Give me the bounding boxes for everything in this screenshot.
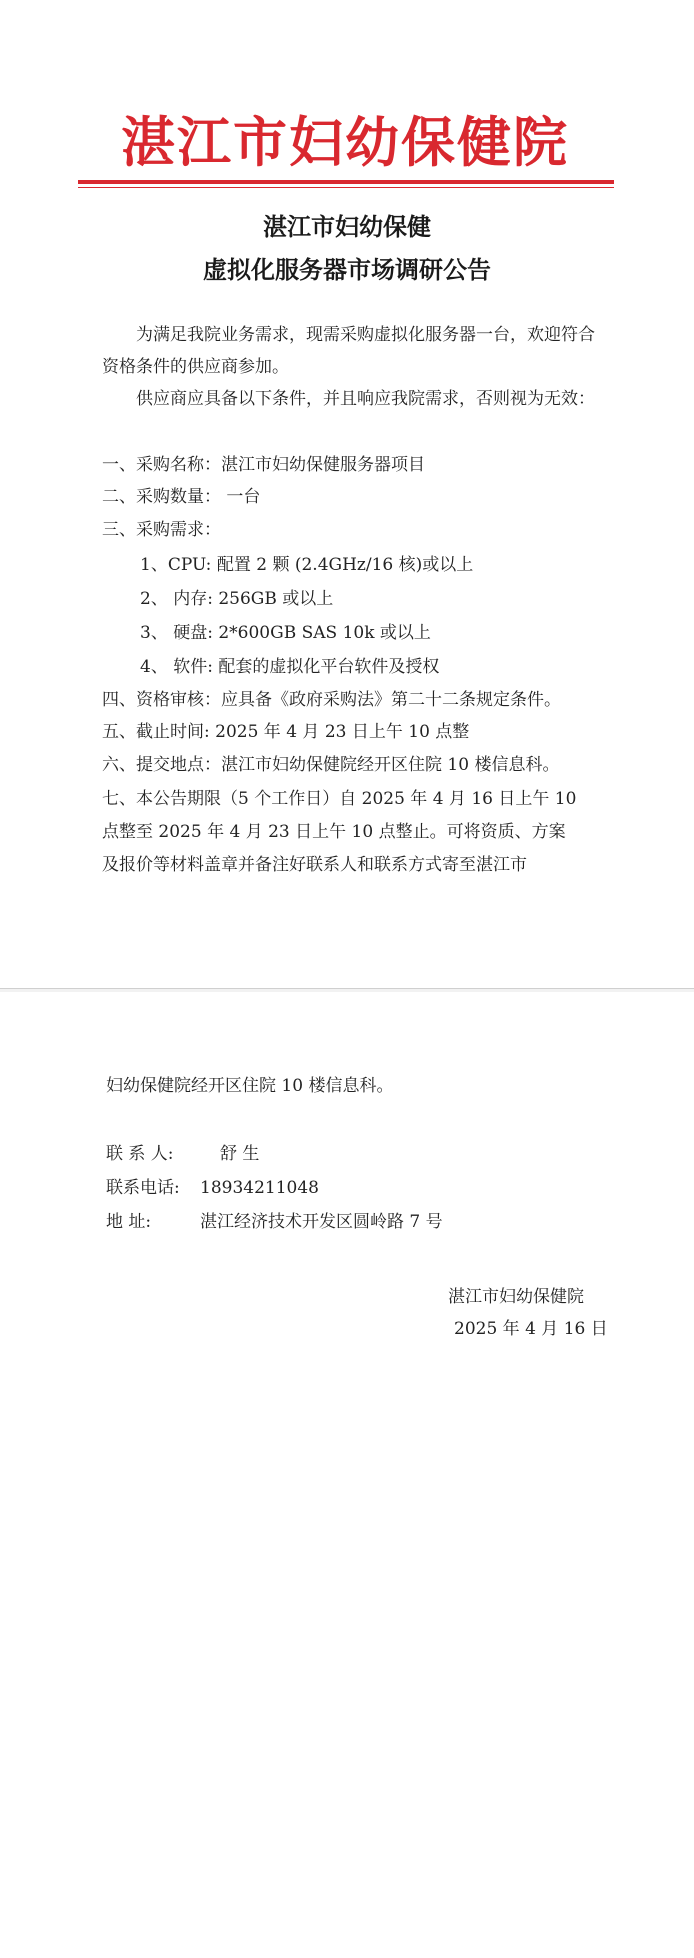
notice-title-line-2: 虚拟化服务器市场调研公告 — [203, 256, 491, 284]
item-notice-period-line-3: 及报价等材料盖章并备注好联系人和联系方式寄至湛江市 — [102, 855, 527, 875]
item-procurement-quantity: 二、采购数量： 一台 — [102, 487, 261, 507]
item-deadline: 五、截止时间: 2025 年 4 月 23 日上午 10 点整 — [102, 722, 470, 742]
continuation-text: 妇幼保健院经开区住院 10 楼信息科。 — [106, 1076, 394, 1096]
item-qualification: 四、资格审核：应具备《政府采购法》第二十二条规定条件。 — [102, 690, 561, 710]
item-notice-period-line-2: 点整至 2025 年 4 月 23 日上午 10 点整止。可将资质、方案 — [102, 822, 566, 842]
intro-paragraph-2: 供应商应具备以下条件，并且响应我院需求，否则视为无效： — [136, 389, 595, 409]
requirement-software: 4、 软件: 配套的虚拟化平台软件及授权 — [140, 657, 440, 677]
signature-organization: 湛江市妇幼保健院 — [448, 1287, 584, 1307]
requirement-memory: 2、 内存: 256GB 或以上 — [140, 589, 334, 609]
requirement-disk: 3、 硬盘: 2*600GB SAS 10k 或以上 — [140, 623, 431, 643]
phone-label: 联系电话: — [106, 1178, 180, 1198]
notice-title-line-1: 湛江市妇幼保健 — [263, 213, 431, 241]
requirement-cpu: 1、CPU: 配置 2 颗 (2.4GHz/16 核)或以上 — [140, 555, 474, 575]
intro-paragraph-1: 为满足我院业务需求，现需采购虚拟化服务器一台，欢迎符合资格条件的供应商参加。 — [102, 325, 595, 377]
item-procurement-requirements: 三、采购需求： — [102, 520, 221, 540]
address-label: 地 址: — [106, 1212, 152, 1232]
document-page-2 — [0, 992, 694, 1958]
address-value: 湛江经济技术开发区圆岭路 7 号 — [200, 1212, 443, 1232]
contact-label: 联 系 人: — [106, 1144, 174, 1164]
item-procurement-name: 一、采购名称：湛江市妇幼保健服务器项目 — [102, 455, 425, 475]
signature-date: 2025 年 4 月 16 日 — [454, 1319, 608, 1339]
contact-value: 舒 生 — [220, 1144, 260, 1164]
letterhead-red-rule-thin — [78, 187, 614, 188]
item-submission-location: 六、提交地点：湛江市妇幼保健院经开区住院 10 楼信息科。 — [102, 755, 560, 775]
letterhead-title: 湛江市妇幼保健院 — [121, 110, 569, 174]
phone-value: 18934211048 — [200, 1178, 319, 1198]
letterhead-red-rule — [78, 180, 614, 184]
item-notice-period-line-1: 七、本公告期限（5 个工作日）自 2025 年 4 月 16 日上午 10 — [102, 789, 577, 809]
